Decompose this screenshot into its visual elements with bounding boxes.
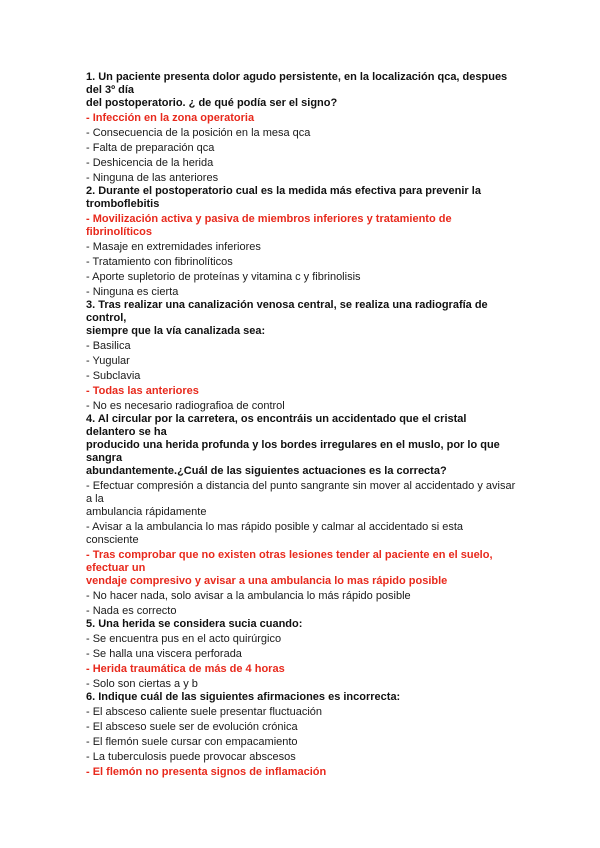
answer-option-text-continued: vendaje compresivo y avisar a una ambulancia lo mas rápido posible — [86, 575, 448, 587]
answer-option-text: - Consecuencia de la posición en la mesa qca — [86, 127, 311, 139]
answer-option-text-continued: ambulancia rápidamente — [86, 506, 207, 518]
answer-option-text: - Tratamiento con fibrinolíticos — [86, 256, 233, 268]
question-4 — [86, 413, 516, 478]
answer-option-correct — [86, 764, 516, 779]
answer-option-text: - Movilización activa y pasiva de miembros inferiores y tratamiento de fibrinolíticos — [86, 213, 452, 238]
answer-option — [86, 140, 516, 155]
question-text-line: 6. Indique cuál de las siguientes afirmaciones es incorrecta: — [86, 691, 401, 703]
answer-option-text: - Basilica — [86, 340, 131, 352]
answer-option — [86, 269, 516, 284]
answer-option-text: - Solo son ciertas a y b — [86, 678, 198, 690]
answer-option — [86, 398, 516, 413]
answer-option-text: - Se encuentra pus en el acto quirúrgico — [86, 633, 282, 645]
question-text-line: abundantemente.¿Cuál de las siguientes actuaciones es la correcta? — [86, 465, 447, 477]
answer-option — [86, 368, 516, 383]
answer-option — [86, 478, 516, 519]
answer-option-text: - Ninguna es cierta — [86, 286, 179, 298]
answer-option-text: - Efectuar compresión a distancia del punto sangrante sin mover al accidentado y avisar a la — [86, 480, 516, 505]
answer-option — [86, 338, 516, 353]
answer-option — [86, 170, 516, 185]
answer-option — [86, 719, 516, 734]
answer-option — [86, 749, 516, 764]
answer-option-text: - Todas las anteriores — [86, 385, 199, 397]
answer-option-text: - Aporte supletorio de proteínas y vitamina c y fibrinolisis — [86, 271, 361, 283]
answer-option — [86, 519, 516, 547]
answer-option-text: - Masaje en extremidades inferiores — [86, 241, 261, 253]
answer-option — [86, 646, 516, 661]
answer-option-text: - El flemón suele cursar con empacamiento — [86, 736, 298, 748]
answer-option-text: - No hacer nada, solo avisar a la ambulancia lo más rápido posible — [86, 590, 411, 602]
question-3 — [86, 299, 516, 338]
answer-option-text: - Tras comprobar que no existen otras lesiones tender al paciente en el suelo, efectuar un — [86, 549, 493, 574]
answer-option-text: - Deshicencia de la herida — [86, 157, 214, 169]
question-text-line: producido una herida profunda y los bordes irregulares en el muslo, por lo que sangra — [86, 439, 500, 464]
answer-option-text: - La tuberculosis puede provocar abscesos — [86, 751, 296, 763]
question-text-line: 5. Una herida se considera sucia cuando: — [86, 618, 303, 630]
question-text-line: siempre que la vía canalizada sea: — [86, 325, 266, 337]
answer-option-text: - Herida traumática de más de 4 horas — [86, 663, 285, 675]
answer-option-text: - El absceso suele ser de evolución crónica — [86, 721, 298, 733]
answer-option — [86, 284, 516, 299]
answer-option — [86, 254, 516, 269]
answer-option — [86, 676, 516, 691]
question-text-line: 1. Un paciente presenta dolor agudo persistente, en la localización qca, despues del 3º día — [86, 71, 508, 96]
question-text-line: del postoperatorio. ¿ de qué podía ser el signo? — [86, 97, 338, 109]
answer-option-text: - Avisar a la ambulancia lo mas rápido posible y calmar al accidentado si esta consciente — [86, 521, 464, 546]
answer-option-correct — [86, 547, 516, 588]
answer-option-text: - El absceso caliente suele presentar fluctuación — [86, 706, 323, 718]
answer-option-correct — [86, 383, 516, 398]
question-list — [86, 71, 516, 779]
question-2 — [86, 185, 516, 211]
answer-option — [86, 631, 516, 646]
answer-option-correct — [86, 211, 516, 239]
question-1 — [86, 71, 516, 110]
answer-option — [86, 588, 516, 603]
answer-option — [86, 734, 516, 749]
answer-option — [86, 704, 516, 719]
question-text-line: 3. Tras realizar una canalización venosa central, se realiza una radiografía de control, — [86, 299, 488, 324]
answer-option-text: - Infección en la zona operatoria — [86, 112, 255, 124]
question-6 — [86, 691, 516, 704]
answer-option-correct — [86, 110, 516, 125]
answer-option-text: - Falta de preparación qca — [86, 142, 215, 154]
answer-option — [86, 239, 516, 254]
answer-option-correct — [86, 661, 516, 676]
answer-option — [86, 155, 516, 170]
answer-option-text: - Ninguna de las anteriores — [86, 172, 219, 184]
question-5 — [86, 618, 516, 631]
answer-option-text: - Se halla una viscera perforada — [86, 648, 242, 660]
answer-option-text: - Subclavia — [86, 370, 141, 382]
question-text-line: 4. Al circular por la carretera, os encontráis un accidentado que el cristal delantero se ha — [86, 413, 467, 438]
answer-option-text: - Nada es correcto — [86, 605, 177, 617]
answer-option — [86, 125, 516, 140]
answer-option-text: - El flemón no presenta signos de inflamación — [86, 766, 327, 778]
answer-option — [86, 353, 516, 368]
answer-option-text: - No es necesario radiografioa de control — [86, 400, 285, 412]
question-text-line: 2. Durante el postoperatorio cual es la medida más efectiva para prevenir la tromboflebitis — [86, 185, 481, 210]
answer-option-text: - Yugular — [86, 355, 130, 367]
answer-option — [86, 603, 516, 618]
